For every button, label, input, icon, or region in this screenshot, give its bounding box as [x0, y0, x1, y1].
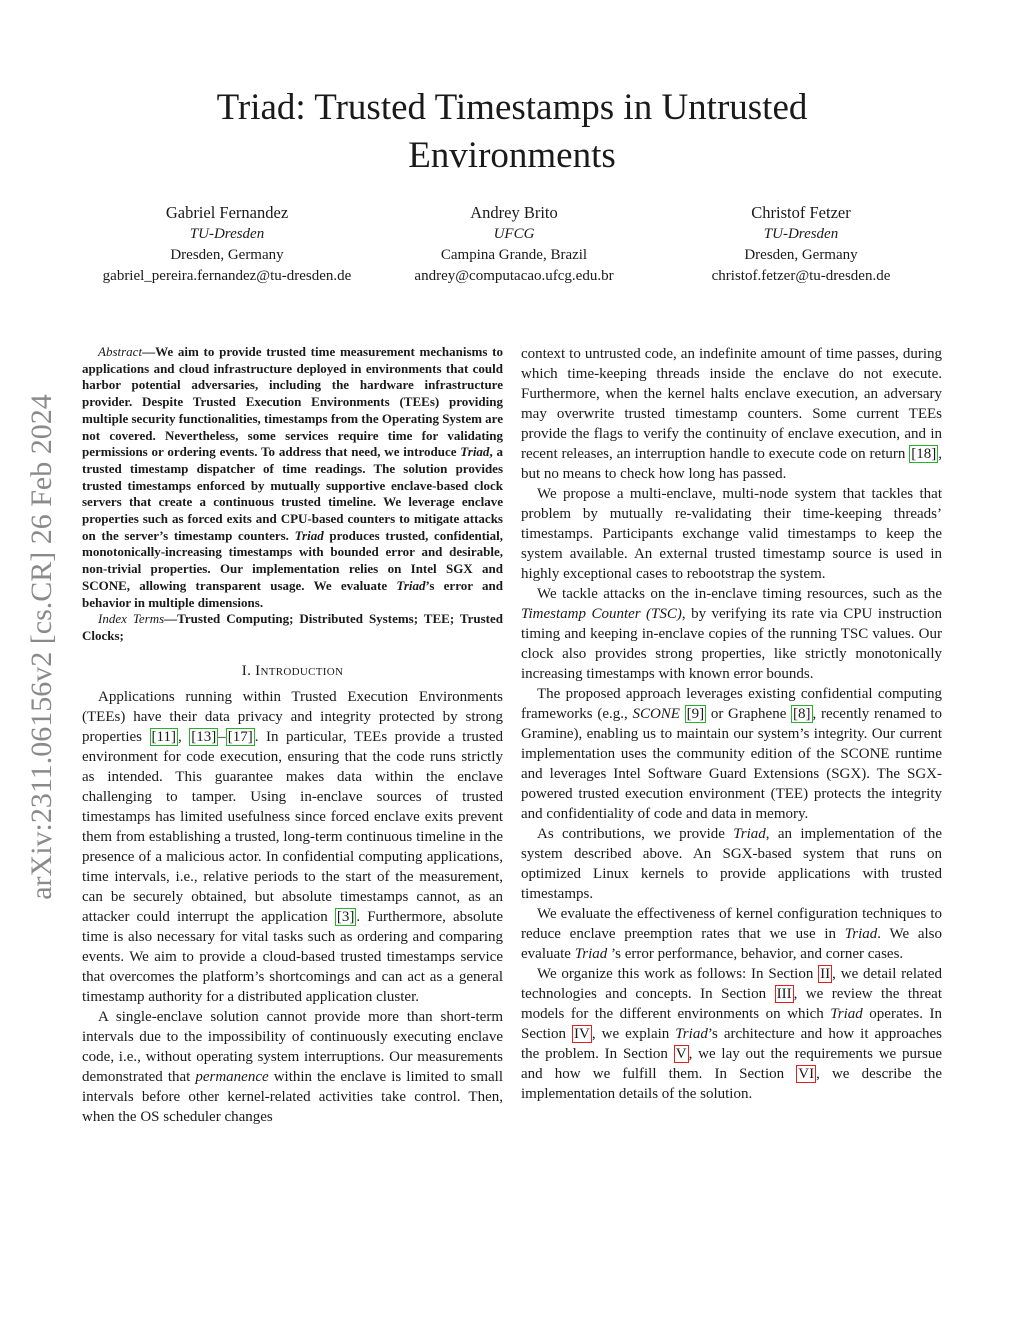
text: , we describe the implementation details of the solution. — [521, 1066, 942, 1102]
citation-link[interactable]: [18] — [911, 446, 937, 462]
author-name: Christof Fetzer — [751, 203, 851, 222]
text: . In particular, TEEs provide a trusted environment for code execution, ensuring that the code runs strictly as intended. This guarantee makes data within the enclave challenging to tamper. Using in-enclave sources of trusted timestamps has limited usefulness since forced enclave exits prevent them from establishing a trusted, long-term continuous timeline in the presence of a malicious actor. In confidential computing applications, time intervals, i.e., relative periods to the start of the measurement, can be securely obtained, but absolute timestamps cannot, as an attacker could interrupt the application — [82, 728, 504, 925]
triad-name: Triad — [844, 926, 878, 942]
triad-name: Triad — [294, 527, 324, 543]
section-link[interactable]: VI — [798, 1066, 815, 1082]
text: or Graphene — [706, 706, 792, 722]
citation-link[interactable]: [13] — [191, 728, 217, 745]
author-name: Andrey Brito — [470, 203, 558, 222]
citation-link[interactable]: [11] — [151, 728, 176, 745]
arxiv-identifier: arXiv:2311.06156v2 [cs.CR] 26 Feb 2024 — [25, 394, 58, 900]
author-3 — [658, 202, 944, 287]
author-name: Gabriel Fernandez — [165, 203, 289, 222]
author-affiliation: UFCG — [493, 226, 535, 242]
triad-name: Triad — [830, 1006, 863, 1022]
text: , we lay out the requirements we pursue and how we fulfill them. In Section — [521, 1046, 942, 1082]
text: , by verifying its rate via CPU instruction timing and keeping in-enclave copies of the running TSC values. Our clock also provides strong properties, like strictly monotonically increasing timestamps with known error bounds. — [521, 606, 942, 682]
paper-title: Triad: Trusted Timestamps in Untrusted Environments — [216, 87, 808, 176]
author-2 — [371, 202, 657, 287]
citation-link[interactable]: [17] — [227, 728, 253, 745]
section-link[interactable]: V — [675, 1046, 687, 1062]
text: We organize this work as follows: In Section — [537, 966, 819, 982]
text: . Furthermore, absolute time is also necessary for vital tasks such as ordering and comparing events. We aim to provide a cloud-based trusted timestamps service that overcomes the platform’s shortcomings and can act as a general timestamp authority for a distributed application cluster. — [82, 908, 504, 1005]
text: within the enclave is limited to small intervals before other kernel-related activities take control. Then, when the OS scheduler changes — [82, 1068, 503, 1125]
right-paragraph-2 — [521, 584, 942, 684]
emphasis: Timestamp Counter (TSC) — [521, 606, 682, 622]
triad-name: Triad — [460, 444, 490, 460]
text: , — [177, 728, 190, 745]
text: We evaluate the effectiveness of kernel configuration techniques to reduce enclave preemption rates that we use in — [521, 906, 942, 942]
text: , recently renamed to Gramine), enabling us to maintain our system’s integrity. Our current implementation uses the community edition of the SCONE runtime and leverages Intel Software Guard Extensions (SGX). The SGX-powered trusted execution environment (TEE) protects the integrity and confidentiality of code and data in memory. — [521, 706, 942, 822]
author-location: Dresden, Germany — [170, 247, 284, 263]
section-link[interactable]: II — [820, 966, 831, 982]
text: Applications running within Trusted Execution Environments (TEEs) have their data privacy and integrity protected by strong properties — [82, 688, 503, 745]
triad-name: Triad — [396, 577, 426, 593]
triad-name: Triad — [574, 946, 608, 962]
text: As contributions, we provide — [537, 826, 734, 842]
text: , an implementation of the system described above. An SGX-based system that runs on optimized Linux kernels to provide applications with trusted timestamps. — [521, 826, 943, 902]
text: operates. In Section — [521, 1006, 942, 1042]
right-paragraph-0 — [521, 344, 942, 484]
text: . We also evaluate — [521, 926, 942, 962]
right-column — [521, 344, 942, 1104]
author-email[interactable]: andrey@computacao.ufcg.edu.br — [414, 268, 614, 284]
section-link[interactable]: III — [776, 986, 792, 1002]
right-paragraph-4 — [521, 824, 942, 904]
section-link[interactable]: IV — [574, 1026, 590, 1042]
text: ’s error performance, behavior, and corner cases. — [607, 946, 904, 962]
text: , we explain — [591, 1026, 676, 1042]
author-email[interactable]: gabriel_pereira.fernandez@tu-dresden.de — [102, 268, 352, 284]
abstract-text: , a trusted timestamp dispatcher of time readings. The solution provides trusted timestamps enforced by mutually supportive enclave-based clock servers that create a continuous trusted timeline. We leverage enclave properties such as forced exits and CPU-based counters to mitigate attacks on the server’s timestamp counters. — [82, 444, 503, 543]
section-heading: I. Introduction — [241, 662, 344, 679]
abstract-label: Abstract — [98, 344, 143, 359]
citation-link[interactable]: [9] — [686, 706, 705, 722]
text: , but no means to check how long has passed. — [521, 446, 942, 482]
abstract — [82, 344, 503, 611]
author-block — [84, 202, 944, 287]
left-column — [82, 344, 503, 1127]
triad-name: Triad — [675, 1026, 708, 1042]
index-terms — [82, 611, 503, 644]
triad-name: Triad — [733, 826, 766, 842]
right-paragraph-1: We propose a multi-enclave, multi-node system that tackles that problem by mutually re-validating their time-keeping threads’ timestamps. Participants exchange valid timestamps to keep the system available. An external trusted timestamp source is used in highly exceptional cases to rebootstrap the system. — [521, 486, 942, 582]
text: context to untrusted code, an indefinite amount of time passes, during which time-keeping threads inside the enclave do not execute. Furthermore, when the kernel halts enclave execution, an adversary may overwrite trusted timestamp counters. Some current TEEs provide the flags to verify the continuity of enclave execution, and in recent releases, an interruption handle to execute code on return — [521, 346, 942, 462]
emphasis: permanence — [195, 1068, 269, 1085]
right-paragraph-5 — [521, 904, 942, 964]
text: , we detail related technologies and concepts. In Section — [521, 966, 942, 1002]
index-terms-text: —Trusted Computing; Distributed Systems; TEE; Trusted Clocks; — [82, 611, 503, 643]
author-affiliation: TU-Dresden — [189, 226, 265, 242]
text: We tackle attacks on the in-enclave timing resources, such as the — [537, 586, 942, 602]
right-paragraph-3 — [521, 684, 942, 824]
text: A single-enclave solution cannot provide more than short-term intervals due to the impossibility of continuously executing enclave code, i.e., without operating system interruptions. Our measurements demonstrated that — [82, 1008, 503, 1085]
author-1 — [84, 202, 370, 287]
author-location: Campina Grande, Brazil — [440, 247, 588, 263]
abstract-text: —We aim to provide trusted time measurement mechanisms to applications and cloud infrastructure deployed in environments that could harbor potential adversaries, including the hardware infrastructure provider. Despite Trusted Execution Environments (TEEs) providing multiple security functionalities, timestamps from the Operating System are not covered. Nevertheless, some services require time for validating permissions or ordering events. To address that need, we introduce — [82, 344, 503, 460]
index-terms-label: Index Terms — [98, 611, 165, 627]
intro-paragraph-1 — [82, 687, 503, 1007]
author-email[interactable]: christof.fetzer@tu-dresden.de — [711, 268, 891, 284]
author-location: Dresden, Germany — [744, 247, 858, 263]
author-affiliation: TU-Dresden — [763, 226, 839, 242]
abstract-text: produces trusted, confidential, monotonically-increasing timestamps with bounded error and desirable, non-trivial properties. Our implementation relies on Intel SGX and SCONE, allowing transparent usage. We evaluate — [82, 527, 504, 593]
abstract-text: ’s error and behavior in multiple dimensions. — [82, 577, 503, 610]
citation-link[interactable]: [3] — [336, 908, 355, 925]
emphasis: SCONE — [632, 706, 680, 722]
text: , we review the threat models for the different environments on which — [521, 986, 943, 1022]
intro-paragraph-2 — [82, 1007, 503, 1127]
citation-link[interactable]: [8] — [793, 706, 811, 722]
text: The proposed approach leverages existing confidential computing frameworks (e.g., — [521, 686, 942, 722]
right-paragraph-6 — [521, 964, 942, 1104]
text: ’s architecture and how it approaches the problem. In Section — [521, 1026, 942, 1062]
text: – — [218, 728, 226, 745]
